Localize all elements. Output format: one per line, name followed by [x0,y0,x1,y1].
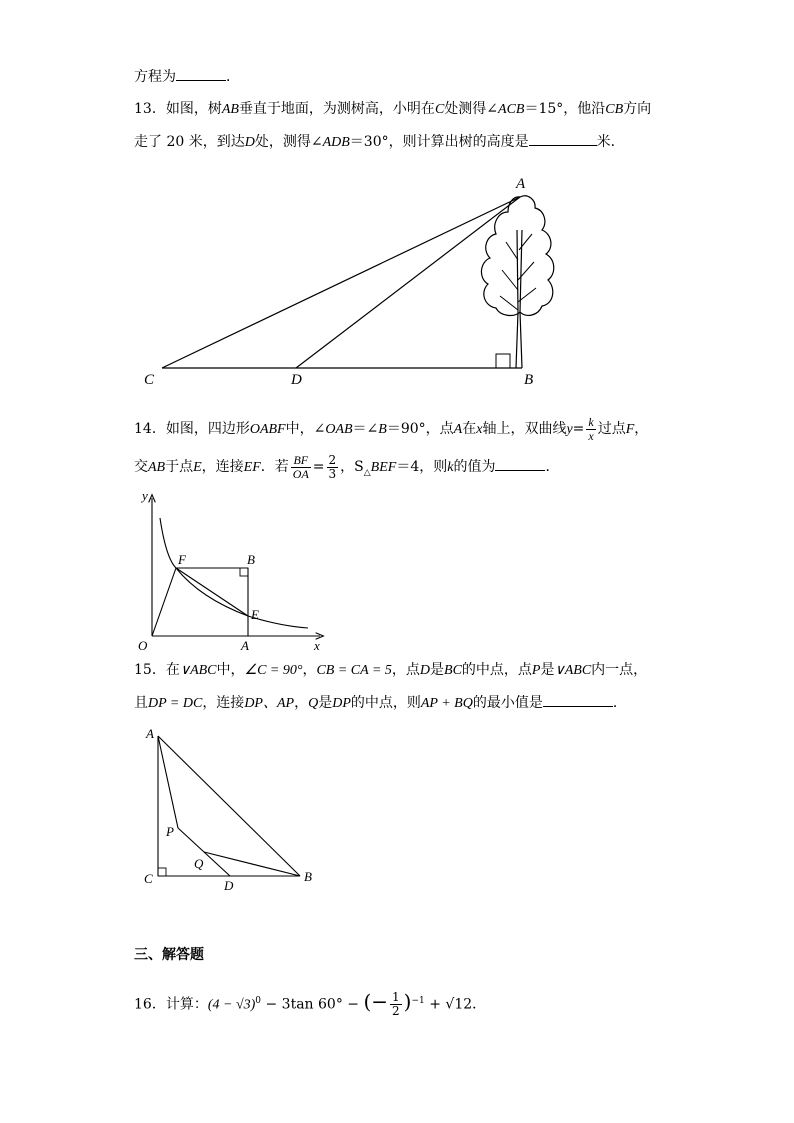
text-span: 走了 20 米，到达 [134,134,245,150]
text-span: 是 [430,662,445,678]
text-span: 交 [134,459,148,475]
text-span: k [447,460,454,475]
text-span: AB [221,102,239,117]
text-span: BF [291,454,311,468]
text-span: = [572,421,585,437]
q13-line1 [134,99,651,120]
point-label-Q: Q [194,856,204,871]
fraction-bf-over-oa [291,454,311,481]
text-span: 如图，四边形 [165,421,250,437]
point-label-D: D [291,372,302,388]
text-span: 16． [134,996,166,1013]
text-span: 的中点，则 [350,695,421,711]
text-span: ＝30°，则计算出树的高度是 [349,134,529,150]
text-span: 方程为 [134,69,176,85]
q14-line2 [134,452,559,482]
text-span: D [244,135,255,150]
text-span: ACB [498,102,525,117]
text-span: = [312,459,325,475]
text-span: CB = CA = 5 [316,663,392,678]
text-span: k [588,414,594,429]
text-span: y [566,422,573,437]
point-label-P: P [166,824,174,839]
axis-label-x: x [314,638,320,653]
text-span: ， [302,662,317,678]
q15-line2 [134,692,627,714]
text-span: ． [226,69,240,85]
text-span: AB [148,460,166,475]
text-span: 3 [328,466,337,481]
text-span: DP [332,696,351,711]
q15-line1 [134,660,647,681]
q13-figure [130,170,580,395]
text-span: ， [634,421,649,437]
text-span: 的值为 [453,459,496,475]
text-span: + √12 [424,996,473,1013]
text-span: OA [292,466,309,481]
text-span: ∠C = 90° [244,663,303,678]
text-span: ∨ABC [179,663,217,678]
text-span: ，连接 [202,695,245,711]
text-span: 的中点，点 [461,662,532,678]
point-label-C: C [144,372,155,388]
text-span: (− [363,989,389,1014]
text-span: ＝∠ [352,421,379,437]
text-span: 内一点， [591,662,648,678]
point-label-A: A [516,176,526,192]
text-span: 1 [392,990,400,1005]
text-span: OABF [249,422,286,437]
text-span: △ [363,467,371,478]
text-span: − 3tan 60° − [261,996,364,1013]
text-span: 是 [540,662,555,678]
point-label-D: D [224,878,234,893]
section-title: 三、解答题 [134,947,204,963]
text-span: OAB [325,422,353,437]
point-label-B: B [524,372,534,388]
text-span: ，S [340,459,364,475]
point-label-O: O [138,638,148,653]
text-span: ． [472,996,487,1013]
q16-line [134,985,486,1017]
q14-line1 [134,414,648,444]
text-span: ． [612,695,627,711]
text-span: 2 [328,452,337,467]
text-span: ，点 [391,662,420,678]
text-span: 于点 [165,459,194,475]
text-span: 中， [216,662,245,678]
fraction-two-thirds [327,454,339,481]
text-span: 0 [255,996,262,1006]
text-span: ＝15°，他沿 [524,101,606,117]
q13-line2 [134,131,625,153]
text-span: E [193,460,202,475]
text-span: A [453,422,463,437]
text-span: 且 [134,695,148,711]
text-span: DP = DC [148,696,203,711]
point-label-F: F [178,552,186,567]
text-span: x [476,422,483,437]
point-label-B: B [304,869,312,884]
text-span: 中，∠ [285,421,326,437]
q12-tail [134,66,240,87]
text-span: P [531,663,541,678]
text-span: 14． [134,421,166,437]
point-label-B: B [247,552,255,567]
text-span: C [434,102,445,117]
text-span: AP + BQ [420,696,473,711]
point-label-E: E [251,607,259,622]
text-span: 15． [134,662,166,678]
point-label-A: A [146,726,154,741]
fraction-k-over-x [586,416,595,443]
text-span: ADB [322,135,350,150]
q14-figure [130,488,330,653]
text-span: EF [243,460,261,475]
text-span: ． [545,459,560,475]
text-span: ) [403,989,412,1014]
answer-blank [543,692,613,707]
axis-label-y: y [142,488,148,503]
text-span: 在 [462,421,477,437]
answer-blank [176,66,226,81]
text-span: CB [605,102,624,117]
q15-figure [140,722,330,897]
point-label-C: C [144,871,153,886]
text-span: BEF [370,460,397,475]
text-span: ， [294,695,309,711]
text-span: DP、AP [244,696,295,711]
text-span: 计算： [165,996,208,1013]
text-span: 2 [392,1004,400,1019]
text-span: 米． [596,134,625,150]
text-span: 处测得∠ [444,101,499,117]
fraction-one-half [390,991,402,1018]
text-span: Q [308,696,319,711]
text-span: BC [444,663,462,678]
answer-blank [529,131,597,146]
text-span: 如图，树 [165,101,222,117]
text-span: 垂直于地面，为测树高，小明在 [238,101,435,117]
text-span: 在 [165,662,180,678]
text-span: ∨ABC [554,663,592,678]
text-span: 的最小值是 [472,695,543,711]
text-span: 处，测得∠ [254,134,323,150]
text-span: 是 [318,695,333,711]
text-span: (4 − √3) [207,997,256,1013]
text-span: ＝90°，点 [386,421,454,437]
text-span: 方向 [623,101,652,117]
text-span: D [419,663,431,678]
text-span: ＝4，则 [396,459,448,475]
text-span: 过点 [597,421,626,437]
text-span: 轴上，双曲线 [482,421,567,437]
answer-blank [495,456,545,471]
text-span: ，连接 [201,459,244,475]
text-span: x [588,428,594,443]
point-label-A: A [241,638,249,653]
text-span: −1 [411,996,425,1006]
text-span: 13． [134,101,166,117]
text-span: B [378,422,387,437]
text-span: ．若 [260,459,289,475]
text-span: F [625,422,635,437]
